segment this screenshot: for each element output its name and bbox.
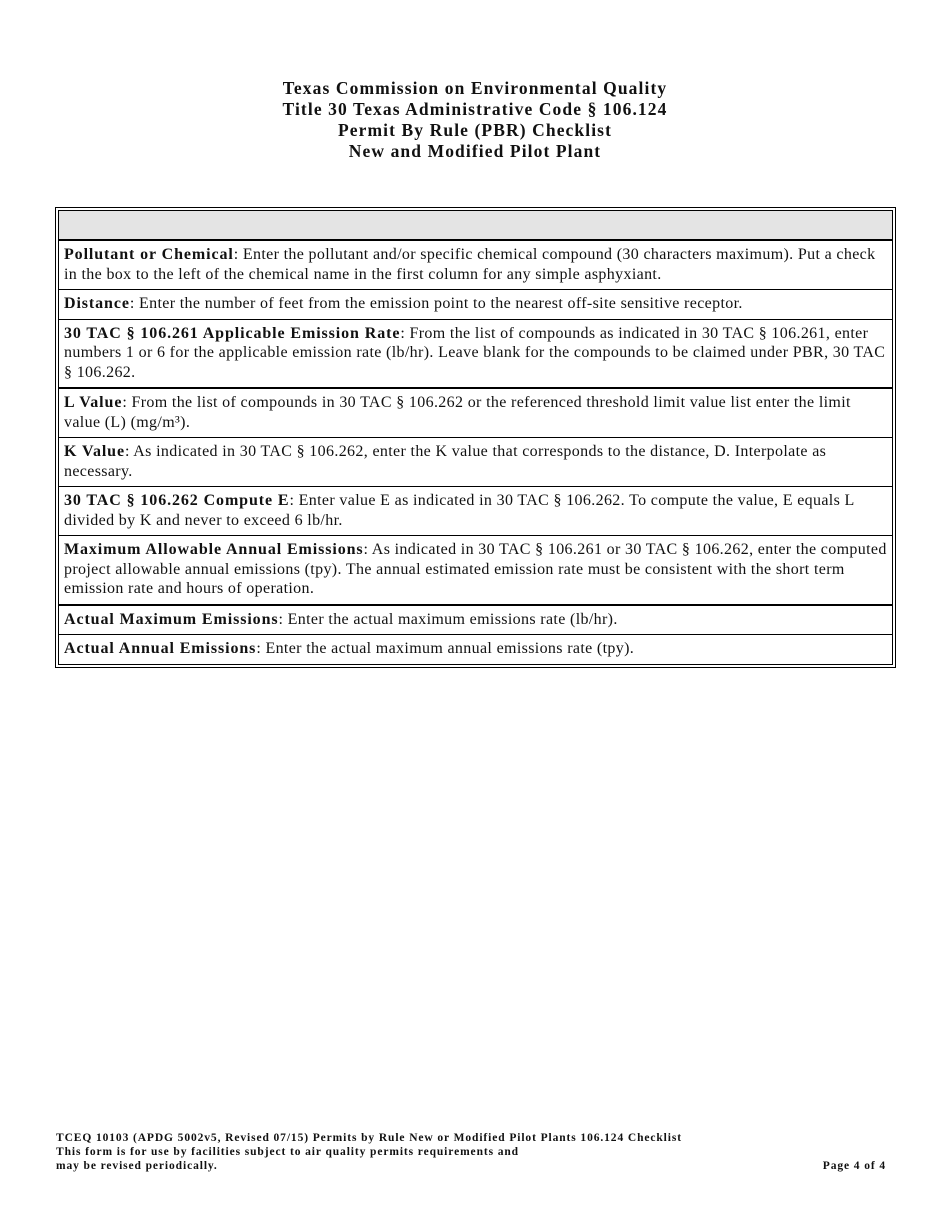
agency-title: Texas Commission on Environmental Quality	[282, 78, 668, 98]
instruction-term: L Value	[64, 394, 123, 411]
instruction-row-l-value	[59, 389, 892, 438]
instruction-row-pollutant	[59, 241, 892, 290]
instruction-text: : Enter value E as indicated in 30 TAC § 106.262. To compute the value, E equals L divided by K and never to exceed 6 lb/hr.	[64, 492, 855, 529]
instruction-text: : From the list of compounds as indicated in 30 TAC § 106.261, enter numbers 1 or 6 for the applicable emission rate (lb/hr). Leave blank for the compounds to be claimed under PBR, 30 TAC § 106.262.	[64, 324, 886, 381]
instruction-text: : Enter the number of feet from the emission point to the nearest off-site sensitive receptor.	[129, 295, 743, 312]
instruction-text: : As indicated in 30 TAC § 106.262, enter the K value that corresponds to the distance, D. Interpolate as necessary.	[64, 443, 827, 480]
instruction-term: K Value	[64, 443, 125, 460]
instructions-table	[55, 207, 896, 668]
instruction-text: : Enter the actual maximum emissions rate (lb/hr).	[278, 610, 618, 628]
code-title: Title 30 Texas Administrative Code § 106.124	[282, 99, 668, 119]
instruction-row-max-allowable	[59, 536, 892, 606]
instruction-row-compute-e	[59, 487, 892, 536]
instruction-term: Distance	[64, 295, 130, 312]
instruction-row-emission-rate	[59, 320, 892, 390]
document-header	[0, 78, 950, 162]
instruction-term: 30 TAC § 106.261 Applicable Emission Rate	[64, 324, 401, 342]
instruction-text: : Enter the actual maximum annual emissions rate (tpy).	[256, 640, 635, 657]
checklist-title: Permit By Rule (PBR) Checklist	[337, 120, 613, 140]
instructions-table-inner	[58, 210, 893, 665]
instruction-text: : As indicated in 30 TAC § 106.261 or 30 TAC § 106.262, enter the computed project allowable annual emissions (tpy). The annual estimated emission rate must be consistent with the short term emission rate and hours of operation.	[64, 541, 887, 597]
instruction-row-k-value	[59, 438, 892, 487]
page-number: Page 4 of 4	[822, 1160, 886, 1172]
instruction-row-actual-max	[59, 606, 892, 636]
instruction-term: Maximum Allowable Annual Emissions	[64, 541, 364, 558]
form-identifier: TCEQ 10103 (APDG 5002v5, Revised 07/15) Permits by Rule New or Modified Pilot Plants 106.124 Checklist	[56, 1132, 682, 1144]
instruction-term: 30 TAC § 106.262 Compute E	[64, 492, 290, 509]
instruction-row-actual-annual	[59, 635, 892, 664]
instruction-term: Actual Annual Emissions	[64, 640, 257, 657]
instruction-row-distance	[59, 290, 892, 320]
instruction-term: Actual Maximum Emissions	[64, 610, 279, 628]
form-revision-note: may be revised periodically.	[56, 1160, 218, 1172]
instruction-term: Pollutant or Chemical	[64, 246, 234, 263]
form-footer	[56, 1131, 682, 1173]
instruction-text: : From the list of compounds in 30 TAC § 106.262 or the referenced threshold limit value list enter the limit value (L) (mg/m³).	[64, 394, 851, 431]
form-usage-note: This form is for use by facilities subject to air quality permits requirements and	[56, 1146, 519, 1158]
table-header-bar	[59, 211, 892, 241]
instruction-text: : Enter the pollutant and/or specific chemical compound (30 characters maximum). Put a check in the box to the left of the chemical name in the first column for any simple asphyxiant.	[64, 246, 876, 283]
plant-title: New and Modified Pilot Plant	[348, 141, 602, 161]
